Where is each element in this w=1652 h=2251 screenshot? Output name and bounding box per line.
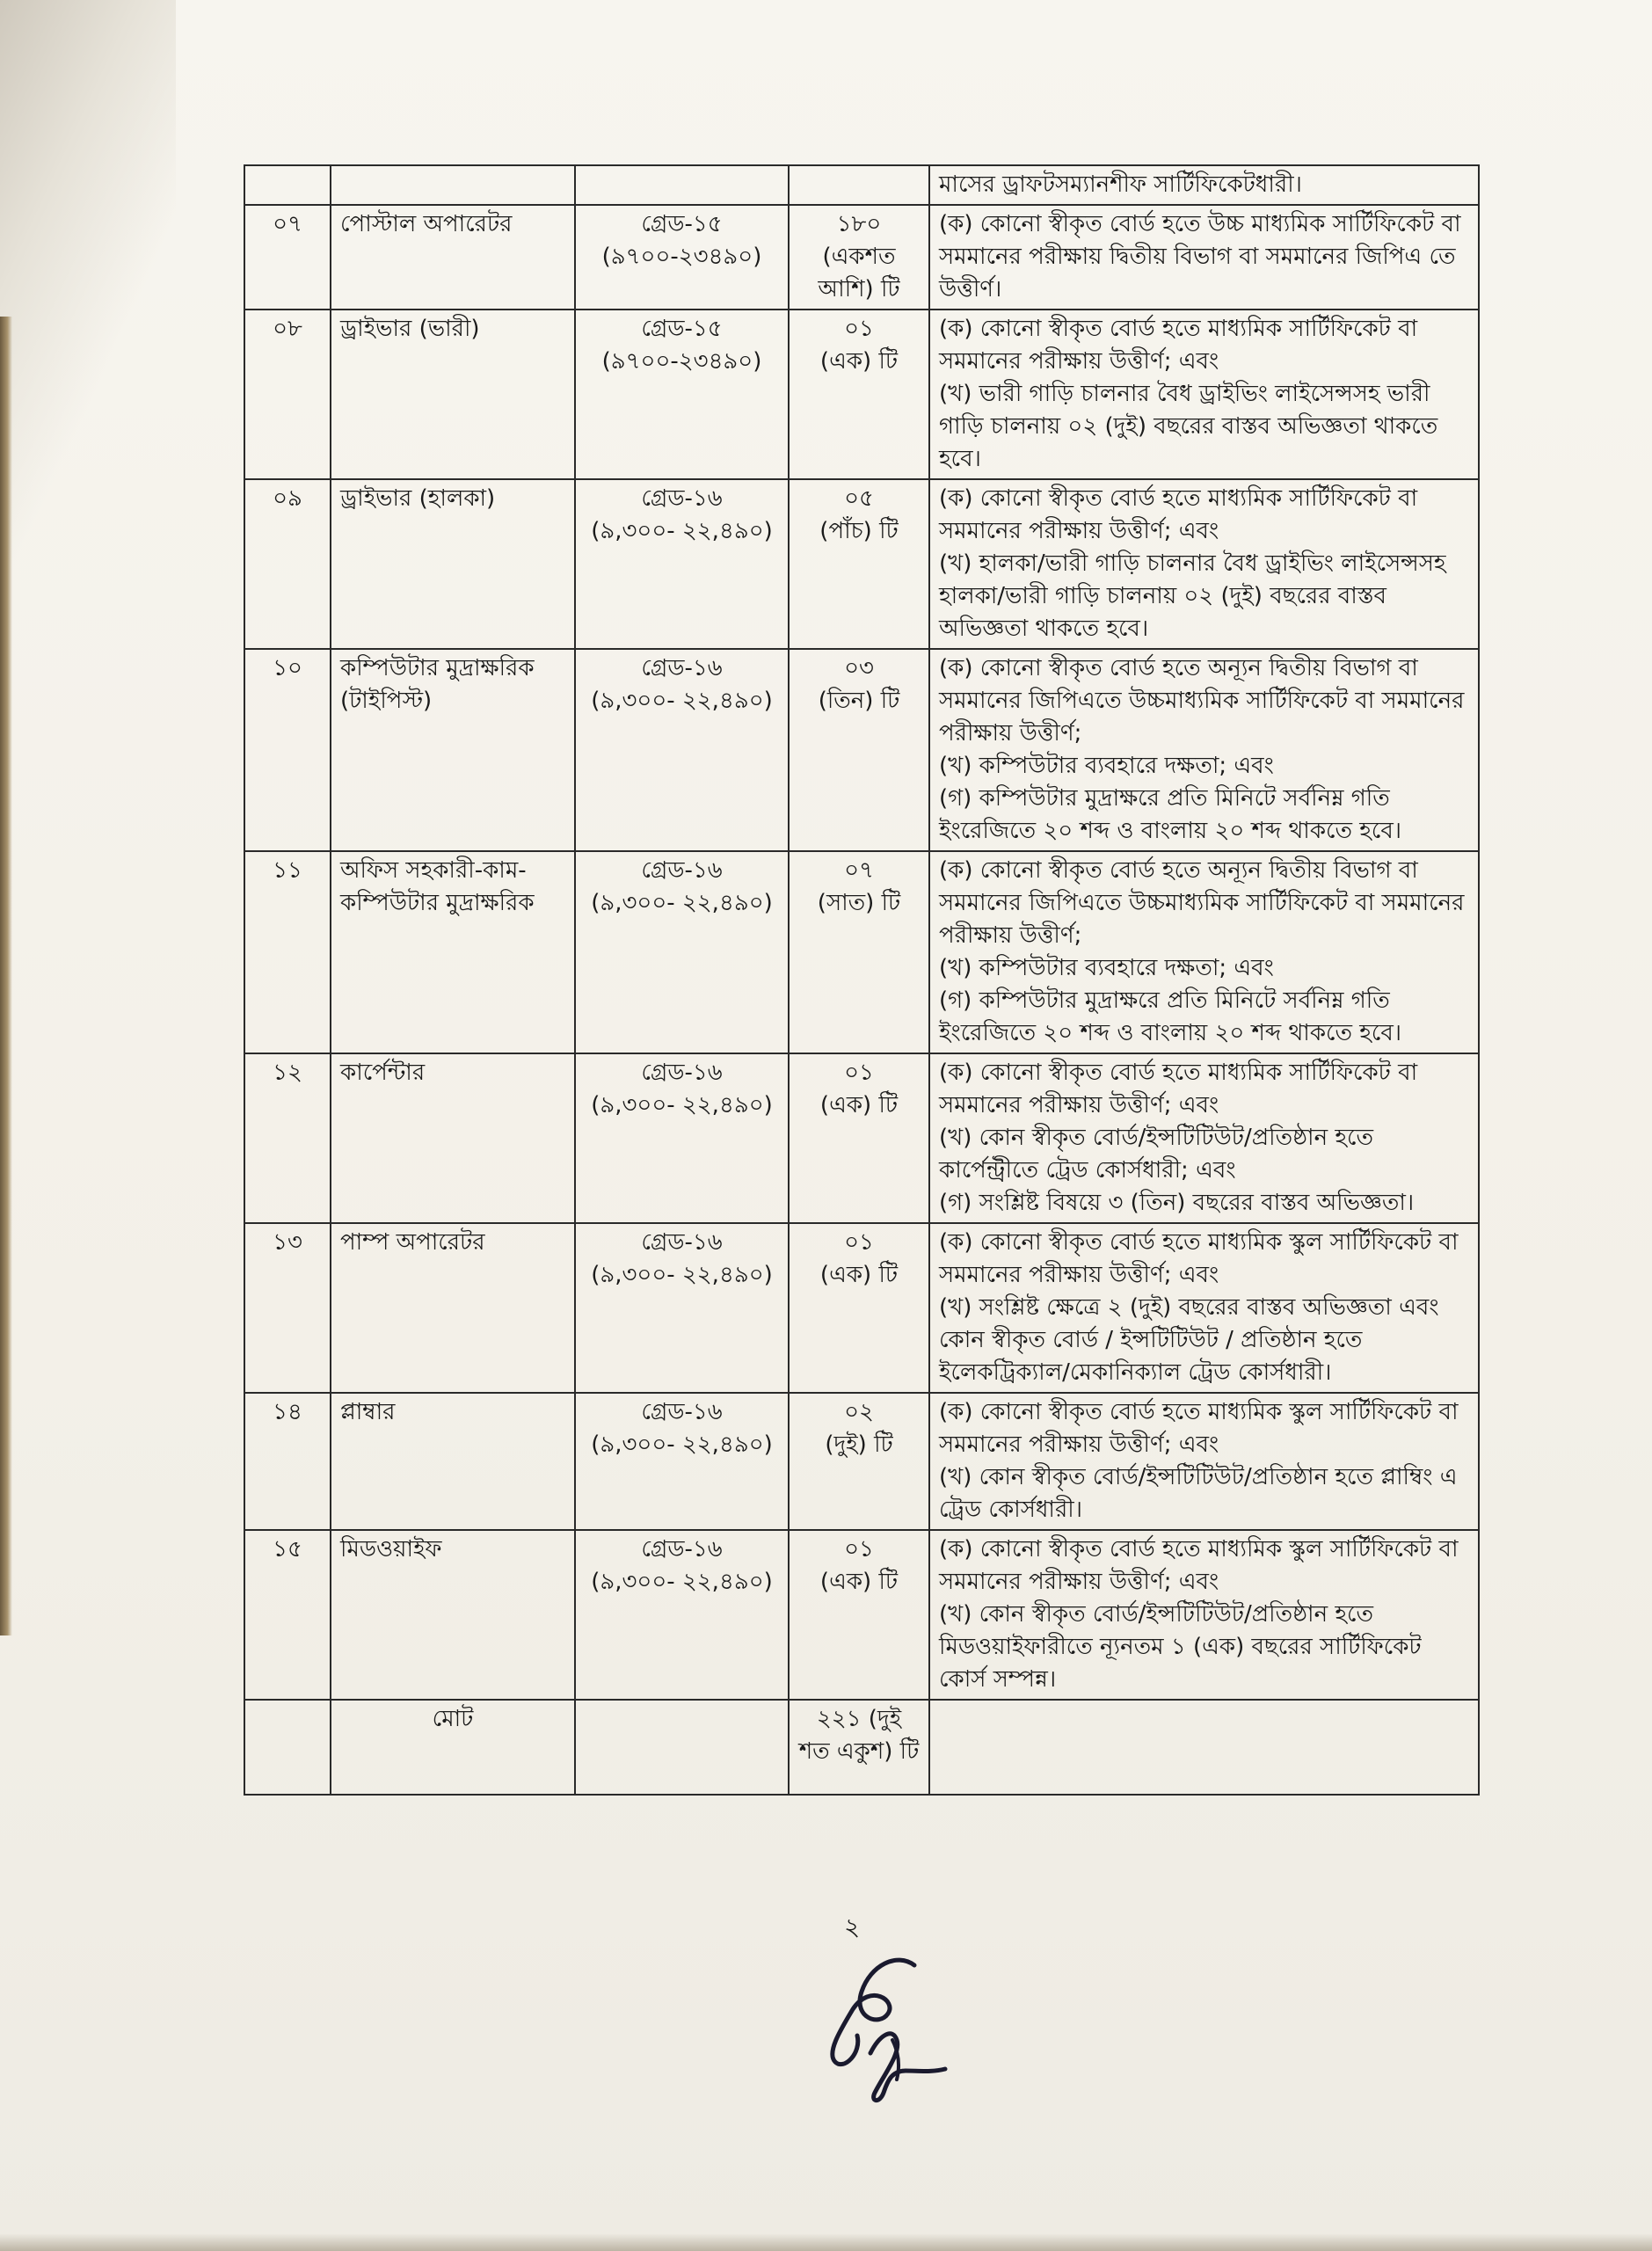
post-count-number: ১৮০ bbox=[836, 211, 882, 237]
pay-scale: (৯৭০০-২৩৪৯০) bbox=[601, 244, 762, 270]
post-count-words: (একশত আশি) টি bbox=[818, 244, 900, 302]
cell-post-count bbox=[789, 205, 929, 310]
requirement-item: (খ) কোন স্বীকৃত বোর্ড/ইন্সটিটিউট/প্রতিষ্ঠান হতে কার্পেন্ট্রীতে ট্রেড কোর্সধারী; এবং bbox=[939, 1125, 1373, 1184]
cell-requirements bbox=[929, 649, 1479, 851]
cell-serial: ১১ bbox=[244, 851, 331, 1053]
cell-post-name: মিডওয়াইফ bbox=[331, 1530, 575, 1700]
cell-serial: ১৫ bbox=[244, 1530, 331, 1700]
cell-grade bbox=[575, 1223, 789, 1393]
paper-fold-shadow bbox=[0, 0, 176, 616]
cell-serial: ১০ bbox=[244, 649, 331, 851]
signature-image bbox=[809, 1930, 967, 2115]
post-count-words: (এক) টি bbox=[819, 348, 899, 375]
cell-requirements bbox=[929, 479, 1479, 649]
table-row bbox=[244, 310, 1479, 479]
requirement-item: (ক) কোনো স্বীকৃত বোর্ড হতে উচ্চ মাধ্যমিক সার্টিফিকেট বা সমমানের পরীক্ষায় দ্বিতীয় বিভাগ বা সমমানের জিপিএ তে উত্তীর্ণ। bbox=[939, 211, 1461, 302]
table-row-continuation bbox=[244, 165, 1479, 205]
pay-scale: (৯,৩০০- ২২,৪৯০) bbox=[591, 1431, 773, 1458]
cell-grade bbox=[575, 479, 789, 649]
cell-requirements bbox=[929, 310, 1479, 479]
cell-post-name: প্লাম্বার bbox=[331, 1393, 575, 1530]
table-row bbox=[244, 1530, 1479, 1700]
cell-empty bbox=[331, 165, 575, 205]
cell-post-count bbox=[789, 851, 929, 1053]
cell-empty bbox=[575, 165, 789, 205]
cell-post-count bbox=[789, 1053, 929, 1223]
posts-table bbox=[244, 164, 1480, 1796]
cell-grade bbox=[575, 1393, 789, 1530]
grade-label: গ্রেড-১৬ bbox=[641, 1060, 723, 1086]
post-count-number: ০১ bbox=[844, 316, 874, 342]
requirement-item: (খ) ভারী গাড়ি চালনার বৈধ ড্রাইভিং লাইসেন্সসহ ভারী গাড়ি চালনায় ০২ (দুই) বছরের বাস্তব অভিজ্ঞতা থাকতে হবে। bbox=[939, 381, 1438, 472]
cell-requirements bbox=[929, 1393, 1479, 1530]
grade-label: গ্রেড-১৬ bbox=[641, 1536, 723, 1563]
cell-grade bbox=[575, 205, 789, 310]
requirement-item: (ক) কোনো স্বীকৃত বোর্ড হতে মাধ্যমিক সার্টিফিকেট বা সমমানের পরীক্ষায় উত্তীর্ণ; এবং bbox=[939, 1060, 1418, 1118]
paper-left-edge bbox=[0, 317, 12, 1635]
cell-empty bbox=[929, 1700, 1479, 1795]
cell-grade bbox=[575, 851, 789, 1053]
post-count-number: ০৭ bbox=[844, 857, 874, 884]
requirement-item: (ক) কোনো স্বীকৃত বোর্ড হতে মাধ্যমিক স্কুল সার্টিফিকেট বা সমমানের পরীক্ষায় উত্তীর্ণ; এবং bbox=[939, 1229, 1459, 1288]
cell-post-count bbox=[789, 1530, 929, 1700]
cell-post-count bbox=[789, 479, 929, 649]
cell-post-name: ড্রাইভার (ভারী) bbox=[331, 310, 575, 479]
grade-label: গ্রেড-১৬ bbox=[641, 485, 723, 512]
requirement-item: (খ) কম্পিউটার ব্যবহারে দক্ষতা; এবং bbox=[939, 753, 1274, 779]
page-number: ২ bbox=[844, 1912, 861, 1941]
cell-serial: ০৯ bbox=[244, 479, 331, 649]
table-row bbox=[244, 1223, 1479, 1393]
cell-empty bbox=[244, 1700, 331, 1795]
pay-scale: (৯,৩০০- ২২,৪৯০) bbox=[591, 890, 773, 916]
requirement-item: (গ) কম্পিউটার মুদ্রাক্ষরে প্রতি মিনিটে সর্বনিম্ন গতি ইংরেজিতে ২০ শব্দ ও বাংলায় ২০ শব্দ থাকতে হবে। bbox=[939, 987, 1402, 1046]
table-row bbox=[244, 649, 1479, 851]
post-count-words: (দুই) টি bbox=[825, 1431, 893, 1458]
cell-empty bbox=[575, 1700, 789, 1795]
paper-bottom-edge bbox=[0, 2233, 1652, 2251]
grade-label: গ্রেড-১৫ bbox=[641, 211, 723, 237]
requirement-item: (ক) কোনো স্বীকৃত বোর্ড হতে মাধ্যমিক সার্টিফিকেট বা সমমানের পরীক্ষায় উত্তীর্ণ; এবং bbox=[939, 316, 1418, 375]
grade-label: গ্রেড-১৬ bbox=[641, 1399, 723, 1425]
cell-post-name: কম্পিউটার মুদ্রাক্ষরিক (টাইপিস্ট) bbox=[331, 649, 575, 851]
post-count-words: (এক) টি bbox=[819, 1569, 899, 1595]
cell-post-name: কার্পেন্টার bbox=[331, 1053, 575, 1223]
pay-scale: (৯,৩০০- ২২,৪৯০) bbox=[591, 518, 773, 544]
grade-label: গ্রেড-১৬ bbox=[641, 857, 723, 884]
cell-post-name: অফিস সহকারী-কাম-কম্পিউটার মুদ্রাক্ষরিক bbox=[331, 851, 575, 1053]
requirement-item: (ক) কোনো স্বীকৃত বোর্ড হতে অন্যূন দ্বিতীয় বিভাগ বা সমমানের জিপিএতে উচ্চমাধ্যমিক সার্টিফিকেট বা সমমানের পরীক্ষায় উত্তীর্ণ; bbox=[939, 655, 1465, 747]
total-label: মোট bbox=[331, 1700, 575, 1795]
post-count-number: ০৫ bbox=[844, 485, 874, 512]
cell-requirement-continued: মাসের ড্রাফটসম্যানশীফ সার্টিফিকেটধারী। bbox=[929, 165, 1479, 205]
cell-grade bbox=[575, 310, 789, 479]
table-row-total bbox=[244, 1700, 1479, 1795]
cell-requirements bbox=[929, 1530, 1479, 1700]
table-row bbox=[244, 851, 1479, 1053]
pay-scale: (৯,৩০০- ২২,৪৯০) bbox=[591, 1092, 773, 1118]
cell-post-name: পাম্প অপারেটর bbox=[331, 1223, 575, 1393]
pay-scale: (৯,৩০০- ২২,৪৯০) bbox=[591, 1569, 773, 1595]
cell-post-count bbox=[789, 310, 929, 479]
requirement-item: (ক) কোনো স্বীকৃত বোর্ড হতে মাধ্যমিক স্কুল সার্টিফিকেট বা সমমানের পরীক্ষায় উত্তীর্ণ; এবং bbox=[939, 1536, 1459, 1595]
post-count-number: ০৩ bbox=[844, 655, 874, 681]
total-count: ২২১ (দুই শত একুশ) টি bbox=[789, 1700, 929, 1795]
requirement-item: (গ) কম্পিউটার মুদ্রাক্ষরে প্রতি মিনিটে সর্বনিম্ন গতি ইংরেজিতে ২০ শব্দ ও বাংলায় ২০ শব্দ থাকতে হবে। bbox=[939, 785, 1402, 844]
cell-requirements bbox=[929, 1053, 1479, 1223]
table-row bbox=[244, 479, 1479, 649]
pay-scale: (৯,৩০০- ২২,৪৯০) bbox=[591, 1262, 773, 1288]
post-count-number: ০২ bbox=[844, 1399, 874, 1425]
cell-grade bbox=[575, 649, 789, 851]
post-count-words: (তিন) টি bbox=[818, 688, 900, 714]
post-count-number: ০১ bbox=[844, 1536, 874, 1563]
cell-serial: ০৮ bbox=[244, 310, 331, 479]
post-count-number: ০১ bbox=[844, 1060, 874, 1086]
requirement-item: (গ) সংশ্লিষ্ট বিষয়ে ৩ (তিন) বছরের বাস্তব অভিজ্ঞতা। bbox=[939, 1190, 1415, 1216]
pay-scale: (৯৭০০-২৩৪৯০) bbox=[601, 348, 762, 375]
requirement-item: (খ) কোন স্বীকৃত বোর্ড/ইন্সটিটিউট/প্রতিষ্ঠান হতে মিডওয়াইফারীতে ন্যূনতম ১ (এক) বছরের সার্টিফিকেট কোর্স সম্পন্ন। bbox=[939, 1601, 1422, 1693]
cell-post-count bbox=[789, 1223, 929, 1393]
grade-label: গ্রেড-১৬ bbox=[641, 655, 723, 681]
requirement-item: (ক) কোনো স্বীকৃত বোর্ড হতে অন্যূন দ্বিতীয় বিভাগ বা সমমানের জিপিএতে উচ্চমাধ্যমিক সার্টিফিকেট বা সমমানের পরীক্ষায় উত্তীর্ণ; bbox=[939, 857, 1465, 949]
cell-grade bbox=[575, 1053, 789, 1223]
cell-post-count bbox=[789, 1393, 929, 1530]
cell-post-count bbox=[789, 649, 929, 851]
requirement-item: (ক) কোনো স্বীকৃত বোর্ড হতে মাধ্যমিক সার্টিফিকেট বা সমমানের পরীক্ষায় উত্তীর্ণ; এবং bbox=[939, 485, 1418, 544]
table-row bbox=[244, 1393, 1479, 1530]
cell-empty bbox=[244, 165, 331, 205]
grade-label: গ্রেড-১৫ bbox=[641, 316, 723, 342]
post-count-words: (এক) টি bbox=[819, 1092, 899, 1118]
cell-grade bbox=[575, 1530, 789, 1700]
requirement-item: (খ) সংশ্লিষ্ট ক্ষেত্রে ২ (দুই) বছরের বাস্তব অভিজ্ঞতা এবং কোন স্বীকৃত বোর্ড / ইন্সটিটিউট / প্রতিষ্ঠান হতে ইলেকট্রিক্যাল/মেকানিক্যাল ট্রেড কোর্সধারী। bbox=[939, 1294, 1439, 1386]
cell-serial: ১৩ bbox=[244, 1223, 331, 1393]
cell-serial: ১২ bbox=[244, 1053, 331, 1223]
cell-post-name: পোস্টাল অপারেটর bbox=[331, 205, 575, 310]
post-count-words: (সাত) টি bbox=[817, 890, 901, 916]
requirement-item: (খ) হালকা/ভারী গাড়ি চালনার বৈধ ড্রাইভিং লাইসেন্সসহ হালকা/ভারী গাড়ি চালনায় ০২ (দুই) বছরের বাস্তব অভিজ্ঞতা থাকতে হবে। bbox=[939, 550, 1446, 642]
post-count-words: (এক) টি bbox=[819, 1262, 899, 1288]
cell-serial: ১৪ bbox=[244, 1393, 331, 1530]
requirement-item: (ক) কোনো স্বীকৃত বোর্ড হতে মাধ্যমিক স্কুল সার্টিফিকেট বা সমমানের পরীক্ষায় উত্তীর্ণ; এবং bbox=[939, 1399, 1459, 1458]
cell-post-name: ড্রাইভার (হালকা) bbox=[331, 479, 575, 649]
post-count-words: (পাঁচ) টি bbox=[819, 518, 899, 544]
cell-empty bbox=[789, 165, 929, 205]
requirement-item: (খ) কম্পিউটার ব্যবহারে দক্ষতা; এবং bbox=[939, 955, 1274, 981]
post-count-number: ০১ bbox=[844, 1229, 874, 1256]
requirement-item: (খ) কোন স্বীকৃত বোর্ড/ইন্সটিটিউট/প্রতিষ্ঠান হতে প্লাম্বিং এ ট্রেড কোর্সধারী। bbox=[939, 1464, 1458, 1523]
table-row bbox=[244, 205, 1479, 310]
table-row bbox=[244, 1053, 1479, 1223]
cell-requirements bbox=[929, 1223, 1479, 1393]
pay-scale: (৯,৩০০- ২২,৪৯০) bbox=[591, 688, 773, 714]
cell-requirements bbox=[929, 851, 1479, 1053]
cell-serial: ০৭ bbox=[244, 205, 331, 310]
grade-label: গ্রেড-১৬ bbox=[641, 1229, 723, 1256]
cell-requirements bbox=[929, 205, 1479, 310]
